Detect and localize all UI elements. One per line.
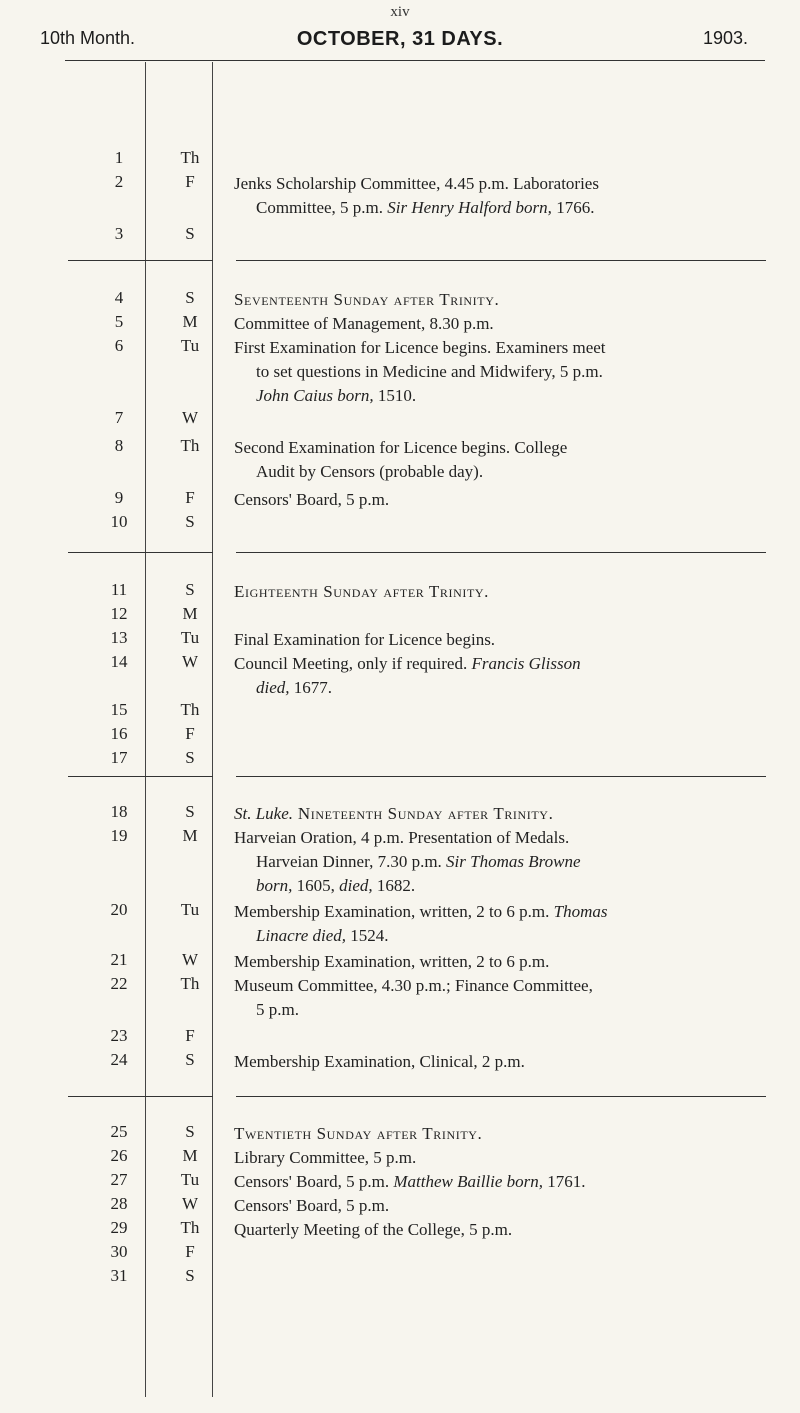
weekday: S [185, 224, 195, 243]
day-number: 13 [110, 628, 128, 647]
calendar-row [0, 748, 800, 772]
day-number: 11 [110, 580, 128, 599]
calendar-row [0, 604, 800, 628]
weekday: F [185, 1242, 195, 1261]
calendar-row [0, 1194, 800, 1218]
calendar-row [0, 724, 800, 748]
calendar-row [0, 148, 800, 172]
calendar-row [0, 436, 800, 460]
weekday: Tu [180, 336, 200, 355]
event-continuation: Audit by Censors (probable day). [256, 462, 484, 481]
calendar-row [0, 1146, 800, 1170]
event-entry: Membership Examination, Clinical, 2 p.m. [234, 1052, 525, 1071]
calendar-row [0, 1218, 800, 1242]
event-entry: Eighteenth Sunday after Trinity. [234, 582, 489, 601]
day-number: 23 [110, 1026, 128, 1045]
weekday: S [185, 580, 195, 599]
day-number: 6 [114, 336, 124, 355]
calendar-row [0, 700, 800, 724]
weekday: Th [180, 700, 200, 719]
calendar-row [0, 512, 800, 536]
calendar-row [0, 288, 800, 312]
day-number: 29 [110, 1218, 128, 1237]
day-number: 24 [110, 1050, 128, 1069]
calendar-row [0, 652, 800, 676]
event-entry: Membership Examination, written, 2 to 6 p.m. Thomas [234, 902, 608, 921]
day-number: 17 [110, 748, 128, 767]
calendar-row [0, 1122, 800, 1146]
weekday: Tu [180, 1170, 200, 1189]
day-number: 7 [114, 408, 124, 427]
day-number: 27 [110, 1170, 128, 1189]
event-entry: Censors' Board, 5 p.m. [234, 490, 390, 509]
page-title: OCTOBER, 31 DAYS. [296, 28, 504, 50]
weekday: Tu [180, 628, 200, 647]
year-label: 1903. [703, 28, 749, 48]
calendar-row [0, 974, 800, 998]
day-number: 2 [114, 172, 124, 191]
event-entry: Final Examination for Licence begins. [234, 630, 496, 649]
weekday: Th [180, 436, 200, 455]
day-number: 20 [110, 900, 128, 919]
weekday: M [182, 826, 198, 845]
page-number: xiv [390, 4, 410, 20]
day-number: 16 [110, 724, 128, 743]
calendar-row [0, 172, 800, 196]
calendar-row [0, 826, 800, 850]
calendar-row [0, 1170, 800, 1194]
calendar-row [0, 224, 800, 248]
weekday: S [185, 1266, 195, 1285]
event-entry: Membership Examination, written, 2 to 6 p.m. [234, 952, 550, 971]
weekday: Th [180, 1218, 200, 1237]
event-entry: Second Examination for Licence begins. College [234, 438, 568, 457]
header-rule [65, 60, 765, 61]
event-entry: Harveian Oration, 4 p.m. Presentation of Medals. [234, 828, 570, 847]
day-number: 31 [110, 1266, 128, 1285]
calendar-row [0, 408, 800, 432]
event-entry: Committee of Management, 8.30 p.m. [234, 314, 494, 333]
calendar-row [0, 1242, 800, 1266]
week-separator [68, 1096, 213, 1097]
day-number: 4 [114, 288, 124, 307]
weekday: M [182, 1146, 198, 1165]
weekday: F [185, 172, 195, 191]
event-continuation: Harveian Dinner, 7.30 p.m. Sir Thomas Browne [256, 852, 581, 871]
event-continuation: Committee, 5 p.m. Sir Henry Halford born, 1766. [256, 198, 595, 217]
day-number: 25 [110, 1122, 128, 1141]
weekday: S [185, 1122, 195, 1141]
calendar-row [0, 1266, 800, 1290]
event-entry: Library Committee, 5 p.m. [234, 1148, 417, 1167]
week-separator [68, 776, 213, 777]
month-label: 10th Month. [40, 28, 136, 48]
weekday: S [185, 288, 195, 307]
event-continuation: to set questions in Medicine and Midwifery, 5 p.m. [256, 362, 603, 381]
event-continuation: 5 p.m. [256, 1000, 299, 1019]
event-continuation: John Caius born, 1510. [256, 386, 417, 405]
day-number: 30 [110, 1242, 128, 1261]
weekday: W [181, 1194, 199, 1213]
weekday: F [185, 1026, 195, 1045]
event-continuation: born, 1605, died, 1682. [256, 876, 416, 895]
event-entry: First Examination for Licence begins. Examiners meet [234, 338, 606, 357]
week-separator [236, 1096, 766, 1097]
calendar-row [0, 312, 800, 336]
day-number: 15 [110, 700, 128, 719]
event-entry: Council Meeting, only if required. Francis Glisson [234, 654, 581, 673]
event-continuation: died, 1677. [256, 678, 333, 697]
day-number: 28 [110, 1194, 128, 1213]
weekday: W [181, 950, 199, 969]
week-separator [236, 776, 766, 777]
weekday: Th [180, 974, 200, 993]
week-separator [236, 552, 766, 553]
calendar-row [0, 580, 800, 604]
day-number: 22 [110, 974, 128, 993]
event-entry: Quarterly Meeting of the College, 5 p.m. [234, 1220, 513, 1239]
week-separator [68, 552, 213, 553]
calendar-row [0, 802, 800, 826]
weekday: S [185, 802, 195, 821]
day-number: 10 [110, 512, 128, 531]
weekday: S [185, 748, 195, 767]
weekday: Tu [180, 900, 200, 919]
weekday: W [181, 652, 199, 671]
day-number: 14 [110, 652, 128, 671]
day-number: 3 [114, 224, 124, 243]
day-number: 1 [114, 148, 124, 167]
event-entry: Jenks Scholarship Committee, 4.45 p.m. Laboratories [234, 174, 599, 193]
weekday: S [185, 512, 195, 531]
day-number: 18 [110, 802, 128, 821]
calendar-row [0, 1050, 800, 1074]
day-number: 5 [114, 312, 124, 331]
week-separator [68, 260, 213, 261]
day-number: 21 [110, 950, 128, 969]
calendar-row [0, 628, 800, 652]
calendar-row [0, 1026, 800, 1050]
event-entry: Twentieth Sunday after Trinity. [234, 1124, 483, 1143]
calendar-row [0, 900, 800, 924]
weekday: W [181, 408, 199, 427]
event-entry: Museum Committee, 4.30 p.m.; Finance Committee, [234, 976, 593, 995]
day-number: 19 [110, 826, 128, 845]
weekday: F [185, 724, 195, 743]
day-number: 26 [110, 1146, 128, 1165]
day-number: 9 [114, 488, 124, 507]
weekday: M [182, 312, 198, 331]
week-separator [236, 260, 766, 261]
weekday: S [185, 1050, 195, 1069]
calendar-row [0, 488, 800, 512]
event-entry: Seventeenth Sunday after Trinity. [234, 290, 500, 309]
day-number: 12 [110, 604, 128, 623]
day-number: 8 [114, 436, 124, 455]
weekday: F [185, 488, 195, 507]
event-continuation: Linacre died, 1524. [256, 926, 389, 945]
event-entry: Censors' Board, 5 p.m. Matthew Baillie born, 1761. [234, 1172, 586, 1191]
event-entry: St. Luke. Nineteenth Sunday after Trinity. [234, 804, 554, 823]
calendar-row [0, 336, 800, 360]
calendar-row [0, 950, 800, 974]
weekday: Th [180, 148, 200, 167]
event-entry: Censors' Board, 5 p.m. [234, 1196, 390, 1215]
weekday: M [182, 604, 198, 623]
